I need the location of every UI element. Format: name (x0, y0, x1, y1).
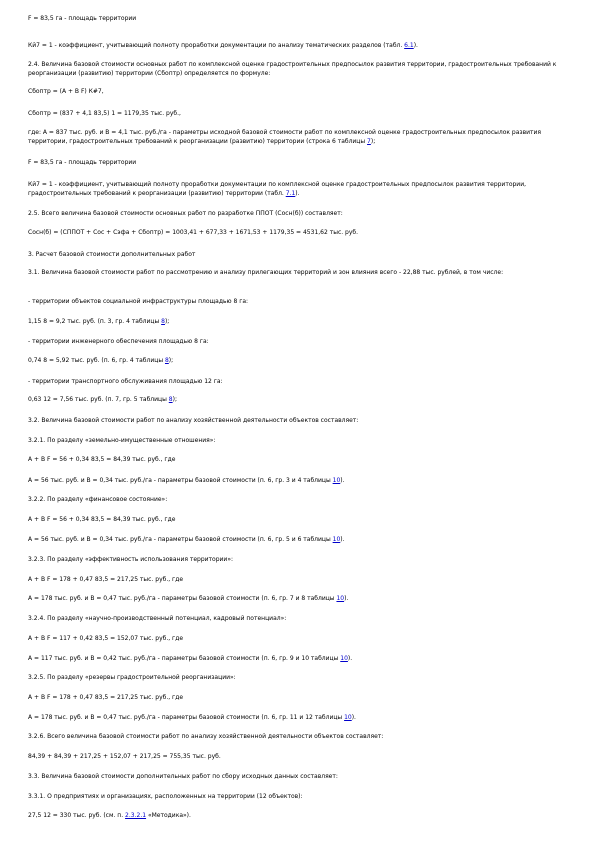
formula-line (28, 395, 573, 404)
table-link[interactable]: 10 (332, 477, 341, 484)
text-span: 0,63 12 = 7,56 тыс. руб. (п. 7, гр. 5 таблицы (28, 396, 169, 403)
text-line: F = 83,5 га - площадь территории (28, 159, 137, 166)
text-span: 1,15 8 = 9,2 тыс. руб. (п. 3, гр. 4 таблицы (28, 318, 162, 325)
formula-line: Сбоптр = (837 + 4,1 83,5) 1 = 1179,35 тыс. руб., (28, 110, 181, 117)
table-link[interactable]: 8 (164, 357, 169, 364)
table-link[interactable]: 10 (344, 714, 352, 721)
text-paragraph: 2.4. Величина базовой стоимости основных работ по комплексной оценке градостроительных предпосылок развития территории, градостроительных требований к реорганизации (развитию) территории (Сбоптр) определяется по формуле: (28, 61, 557, 77)
formula-line: А + В F = 56 + 0,34 83,5 = 84,39 тыс. руб., где (28, 456, 176, 463)
text-span: А = 56 тыс. руб. и В = 0,34 тыс. руб./га - параметры базовой стоимости (п. 6, гр. 5 и 6 таблицы (28, 536, 333, 543)
subsection-heading: 3.3.1. О предприятиях и организациях, расположенных на территории (12 объектов): (28, 793, 303, 800)
subsection-heading: 3.2.4. По разделу «научно-производственный потенциал, кадровый потенциал»: (28, 615, 287, 622)
formula-line: А + В F = 56 + 0,34 83,5 = 84,39 тыс. руб., где (28, 516, 176, 523)
text-line: 2.5. Всего величина базовой стоимости основных работ по разработке ППОТ (Сосн(б)) составляет: (28, 210, 343, 217)
text-line (28, 654, 573, 663)
text-span: где: А = 837 тыс. руб. и В = 4,1 тыс. руб./га - параметры исходной базовой стоимости работ по комплексной оценке градостроительных предпосылок развития территории, градостроительных требований к реорганизации (развитию) территории (строка 6 таблицы (28, 129, 542, 145)
table-link[interactable]: 10 (336, 595, 345, 602)
text-span: ). (413, 42, 418, 49)
text-span: ). (340, 477, 345, 484)
text-line (28, 41, 573, 50)
text-span: ). (344, 595, 349, 602)
list-item: - территории объектов социальной инфраструктуры площадью 8 га: (28, 298, 249, 305)
text-line (28, 535, 573, 544)
method-link[interactable]: 2.3.2.1 (125, 812, 147, 819)
text-line (28, 713, 573, 722)
table-link[interactable]: 10 (340, 655, 348, 662)
formula-line: А + В F = 178 + 0,47 83,5 = 217,25 тыс. руб., где (28, 694, 184, 701)
table-link[interactable]: 7.1 (285, 190, 296, 197)
text-line: 3.2.6. Всего величина базовой стоимости работ по анализу хозяйственной деятельности объектов составляет: (28, 733, 384, 740)
text-span: 0,74 8 = 5,92 тыс. руб. (п. 6, гр. 4 таблицы (28, 357, 165, 364)
list-item: - территории транспортного обслуживания площадью 12 га: (28, 378, 223, 385)
text-span: А = 178 тыс. руб. и В = 0,47 тыс. руб./га - параметры базовой стоимости (п. 6, гр. 7 и 8 таблицы (28, 595, 337, 602)
table-link[interactable]: 8 (168, 396, 173, 403)
text-span: ); (370, 138, 376, 145)
text-span: ). (340, 536, 345, 543)
table-link[interactable]: 6.1 (404, 42, 414, 49)
text-span: ). (351, 714, 356, 721)
table-link[interactable]: 7 (367, 138, 371, 145)
text-span: Кй7 = 1 - коэффициент, учитывающий полноту проработки документации по анализу тематических разделов (табл. (28, 42, 405, 49)
subsection-heading: 3.2.1. По разделу «земельно-имущественные отношения»: (28, 437, 216, 444)
text-paragraph: 3.1. Величина базовой стоимости работ по рассмотрению и анализу прилегающих территорий и зон влияния всего - 22,88 тыс. рублей, в том числе: (28, 269, 504, 276)
text-span: ); (164, 318, 170, 325)
table-link[interactable]: 10 (332, 536, 341, 543)
table-link[interactable]: 8 (161, 318, 165, 325)
text-span: ). (347, 655, 353, 662)
formula-line: А + В F = 178 + 0,47 83,5 = 217,25 тыс. руб., где (28, 576, 184, 583)
formula-line: А + В F = 117 + 0,42 83,5 = 152,07 тыс. руб., где (28, 635, 184, 642)
list-item: - территории инженерного обеспечения площадью 8 га: (28, 338, 209, 345)
text-span: ); (168, 357, 174, 364)
text-span: А = 56 тыс. руб. и В = 0,34 тыс. руб./га - параметры базовой стоимости (п. 6, гр. 3 и 4 таблицы (28, 477, 333, 484)
text-line: 3.3. Величина базовой стоимости дополнительных работ по сбору исходных данных составляет: (28, 773, 338, 780)
subsection-heading: 3.2.3. По разделу «эффективность использования территории»: (28, 556, 234, 563)
text-line: 3.2. Величина базовой стоимости работ по анализу хозяйственной деятельности объектов составляет: (28, 417, 359, 424)
text-span: 27,5 12 = 330 тыс. руб. (см. п. (28, 812, 126, 819)
formula-line: 84,39 + 84,39 + 217,25 + 152,07 + 217,25 = 755,35 тыс. руб. (28, 753, 221, 760)
subsection-heading: 3.2.2. По разделу «финансовое состояние»: (28, 496, 168, 503)
text-span: А = 178 тыс. руб. и В = 0,47 тыс. руб./га - параметры базовой стоимости (п. 6, гр. 11 и 12 таблицы (28, 714, 345, 721)
subsection-heading: 3.2.5. По разделу «резервы градостроительной реорганизации»: (28, 674, 236, 681)
text-line (28, 594, 573, 603)
text-span: Кй7 = 1 - коэффициент, учитывающий полноту проработки документации по комплексной оценке градостроительных предпосылок развития территории, градостроительных требований к реорганизации (развитию) территории (табл. (28, 181, 527, 197)
text-line (28, 476, 573, 485)
text-paragraph (28, 180, 573, 198)
text-span: А = 117 тыс. руб. и В = 0,42 тыс. руб./га - параметры базовой стоимости (п. 6, гр. 9 и 10 таблицы (28, 655, 341, 662)
formula-line: Сосн(б) = (СППОТ + Сос + Сэфа + Сбоптр) = 1003,41 + 677,33 + 1671,53 + 1179,35 = 4531,62 тыс. руб. (28, 229, 359, 236)
text-span: ); (172, 396, 177, 403)
section-heading: 3. Расчет базовой стоимости дополнительных работ (28, 251, 196, 258)
formula-line (28, 317, 573, 326)
text-span: ). (295, 190, 300, 197)
text-line: F = 83,5 га - площадь территории (28, 15, 137, 22)
formula-line (28, 356, 573, 365)
text-paragraph (28, 128, 573, 146)
text-span: «Методика»). (146, 812, 191, 819)
formula-line (28, 811, 573, 820)
formula-line: Сбоптр = (А + В F) К#7, (28, 88, 104, 95)
